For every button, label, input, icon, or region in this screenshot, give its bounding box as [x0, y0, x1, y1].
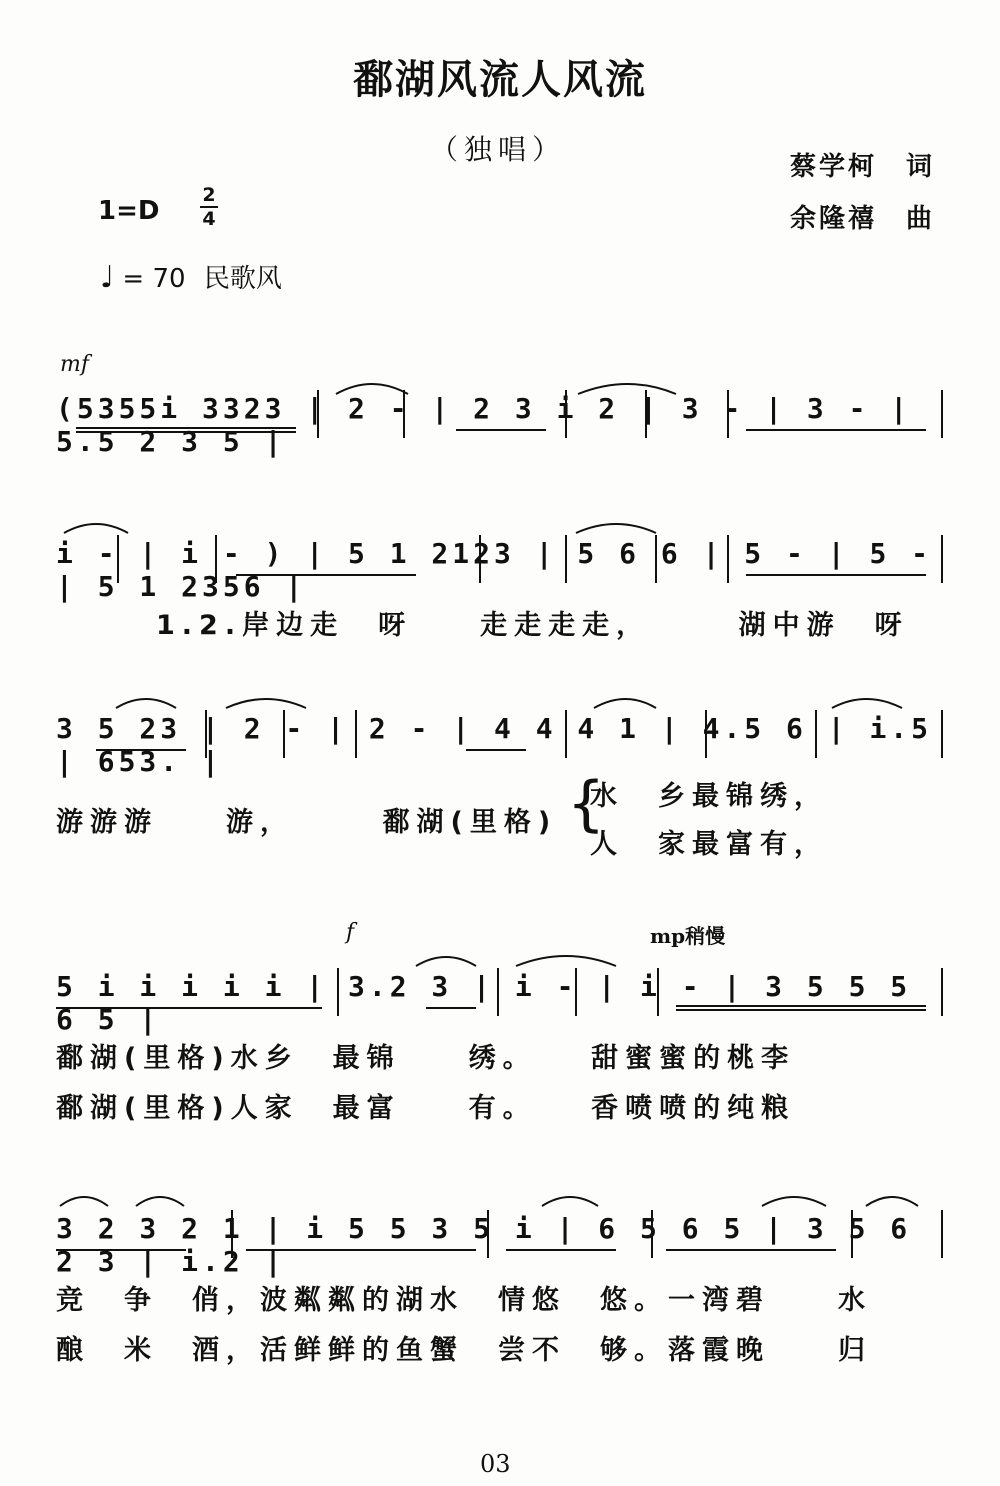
score-row-5	[56, 1210, 946, 1370]
dynamic-mf: mf	[60, 352, 90, 377]
quarter-note-icon: ♩	[100, 260, 115, 295]
time-signature	[198, 184, 220, 230]
row-2-notes: i - | i - ) | 5 1 2123 | 5 6 6 | 5 - | 5 - | 5 1 2356 |	[56, 537, 933, 603]
row-3-verse-2: 人 家最富有，	[590, 829, 828, 860]
row-5-notes: 3 2 3 2 1 | i 5 5 3 5 i | 6 5 6 5 | 3 5 6 2 3 | i.2 |	[56, 1212, 912, 1278]
score-row-1	[56, 390, 946, 458]
time-signature-top: 2	[202, 184, 216, 206]
row-3-lyrics: 游游游 游， 鄱湖(里格)	[56, 807, 558, 838]
score-row-2	[56, 535, 946, 645]
composer-credit: 余隆禧 曲	[790, 204, 936, 234]
tempo-style: 民歌风	[203, 264, 282, 294]
page-number: 03	[480, 1450, 511, 1478]
verse-brace: {	[568, 769, 609, 839]
row-3-notes: 3 5 23 | 2 - | 2 - | 4 4 4 1 | 4.5 6 | i.5 | 653. |	[56, 712, 933, 778]
score-row-4	[56, 968, 946, 1128]
score-row-3	[56, 710, 946, 870]
row-4-verse-1: 鄱湖(里格)水乡 最锦 绣。 甜蜜蜜的桃李	[56, 1043, 796, 1074]
subtitle: （独唱）	[430, 133, 567, 166]
row-2-lyrics: 1.2.岸边走 呀 走走走走， 湖中游 呀	[156, 610, 909, 641]
row-4-notes: 5 i i i i i | 3.2 3 | i - | i - | 3 5 5 5 6 5 |	[56, 970, 912, 1036]
row-5-verse-1: 竞 争 俏，波粼粼的湖水 情悠 悠。一湾碧 水	[56, 1285, 872, 1316]
row-1-notes: (5355i 3323 | 2 - | 2 3 i 2 | 3 - | 3 - | 5.5 2 3 5 |	[56, 392, 912, 458]
tempo-marking	[100, 258, 282, 295]
dynamic-mp: mp稍慢	[650, 924, 726, 948]
time-signature-bottom: 4	[202, 208, 216, 230]
tempo-value: = 70	[122, 264, 186, 294]
row-4-verse-2: 鄱湖(里格)人家 最富 有。 香喷喷的纯粮	[56, 1093, 796, 1124]
row-5-verse-2: 酿 米 酒，活鲜鲜的鱼蟹 尝不 够。落霞晚 归	[56, 1335, 872, 1366]
dynamic-f: f	[346, 920, 355, 945]
key-signature: 1=D	[98, 196, 160, 226]
row-3-verse-1: 水 乡最锦绣，	[590, 781, 828, 812]
lyricist-credit: 蔡学柯 词	[790, 152, 936, 182]
song-title: 鄱湖风流人风流	[353, 57, 647, 103]
